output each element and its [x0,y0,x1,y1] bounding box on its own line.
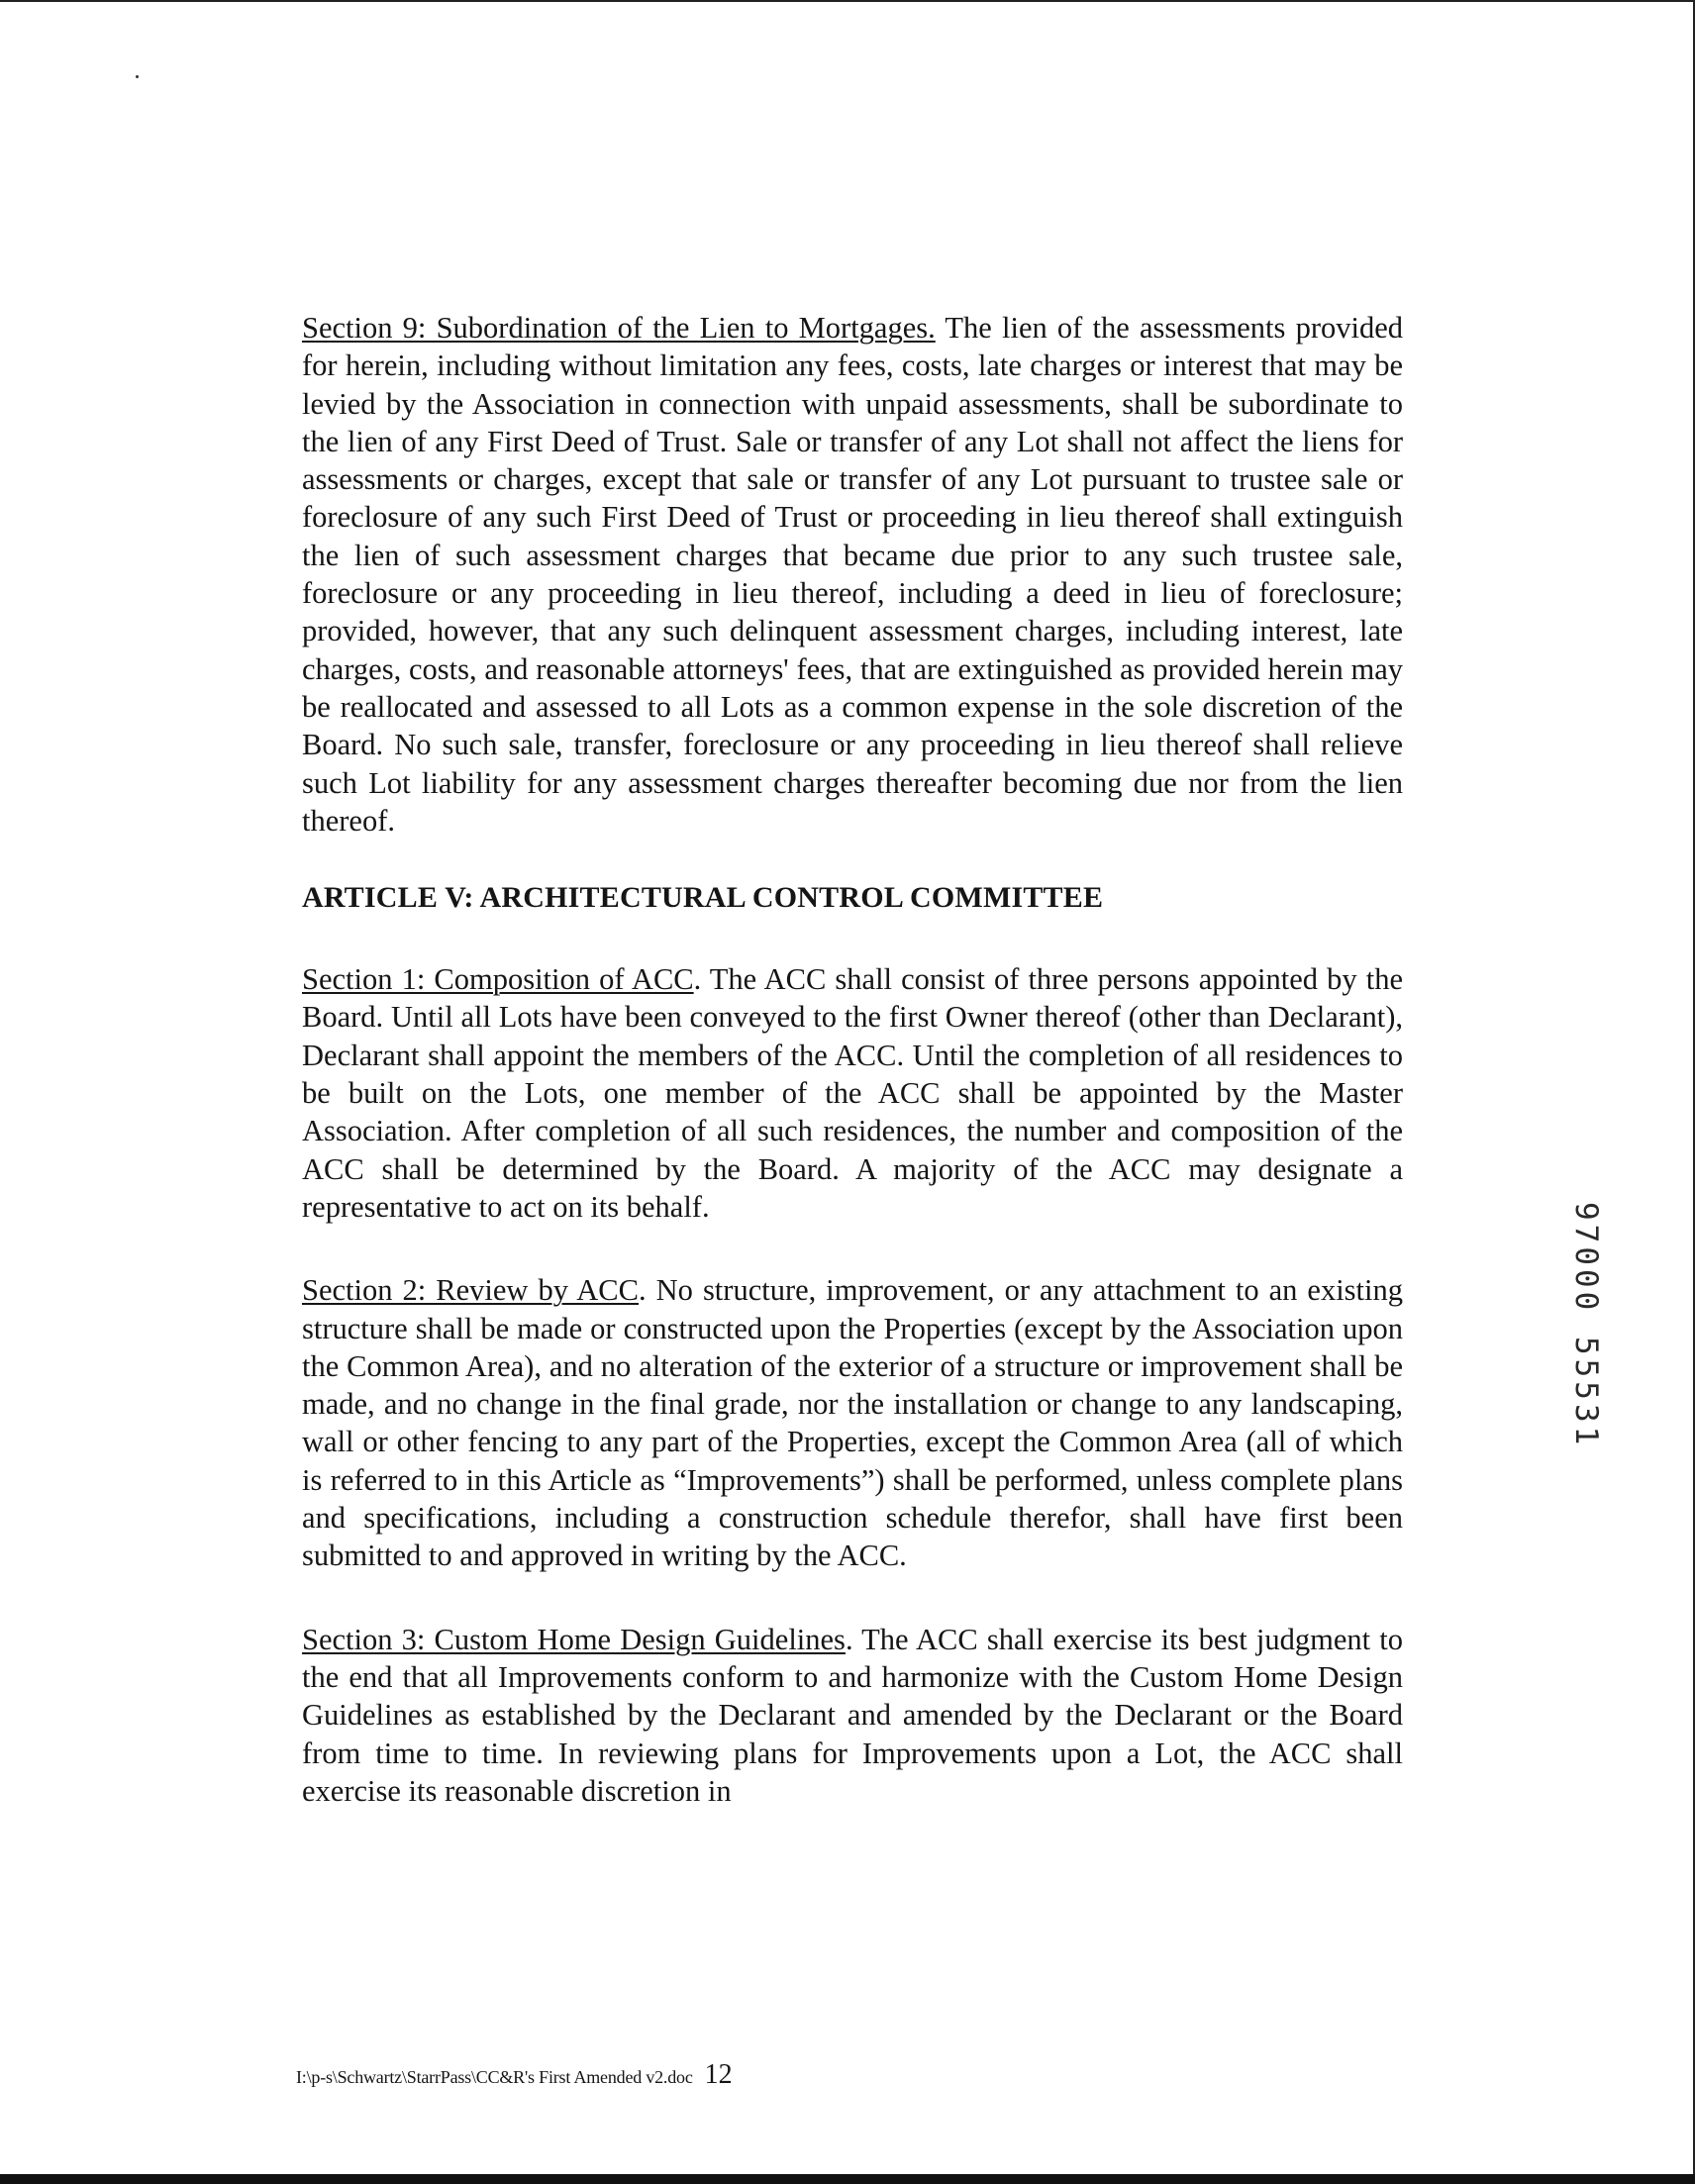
margin-document-number: 97000 55531 [1568,1202,1604,1449]
article-title: ARTICLE V: ARCHITECTURAL CONTROL COMMITTEE [302,881,1104,915]
document-body [302,309,1403,1810]
spacer [302,840,1403,879]
section-1-text: . The ACC shall consist of three persons appointed by the Board. Until all Lots have been conveyed to the first Owner thereof (other than Declarant), Declarant shall appoint the members of the ACC. Until the completion of all residences to be built on the Lots, one member of the ACC shall be appointed by the Master Association. After completion of all such residences, the number and composition of the ACC shall be determined by the Board. A majority of the ACC may designate a representative to act on its behalf. [302,962,1403,1224]
section-3-heading: Section 3: Custom Home Design Guidelines [302,1622,846,1656]
section-3-text: . The ACC shall exercise its best judgment to the end that all Improvements conform to and harmonize with the Custom Home Design Guidelines as established by the Declarant and amended by the Declarant or the Board from time to time. In reviewing plans for Improvements upon a Lot, the ACC shall exercise its reasonable discretion in [302,1622,1403,1808]
footer-file-path: I:\p-s\Schwartz\StarrPass\CC&R's First Amended v2.doc [296,2067,693,2087]
spacer [302,1575,1403,1621]
scan-speck [136,75,139,78]
section-1-paragraph [302,960,1403,1226]
page-border-top [0,0,1695,2]
page-border-bottom [0,2174,1695,2184]
section-9-paragraph [302,309,1403,840]
page-number: 12 [704,2059,733,2090]
spacer [302,1226,1403,1271]
section-1-heading: Section 1: Composition of ACC [302,962,694,997]
spacer [302,917,1403,960]
section-9-text: The lien of the assessments provided for herein, including without limitation any fees, costs, late charges or interest that may be levied by the Association in connection with unpaid assessments, shall be subordinate to the lien of any First Deed of Trust. Sale or transfer of any Lot shall not affect the liens for assessments or charges, except that sale or transfer of any Lot pursuant to trustee sale or foreclosure of any such First Deed of Trust or proceeding in lieu thereof shall extinguish the lien of such assessment charges that became due prior to any such trustee sale, foreclosure or any proceeding in lieu thereof, including a deed in lieu of foreclosure; provided, however, that any such delinquent assessment charges, including interest, late charges, costs, and reasonable attorneys' fees, that are extinguished as provided herein may be reallocated and assessed to all Lots as a common expense in the sole discretion of the Board. No such sale, transfer, foreclosure or any proceeding in lieu thereof shall relieve such Lot liability for any assessment charges thereafter becoming due nor from the lien thereof. [302,311,1403,838]
section-2-text: . No structure, improvement, or any attachment to an existing structure shall be made or constructed upon the Properties (except by the Association upon the Common Area), and no alteration of the exterior of a structure or improvement shall be made, and no change in the final grade, nor the installation or change to any landscaping, wall or other fencing to any part of the Properties, except the Common Area (all of which is referred to in this Article as “Improvements”) shall be performed, unless complete plans and specifications, including a construction schedule therefor, shall have first been submitted to and approved in writing by the ACC. [302,1273,1403,1573]
section-9-heading: Section 9: Subordination of the Lien to Mortgages. [302,311,936,345]
page-footer [296,2059,733,2091]
section-2-paragraph [302,1271,1403,1574]
section-3-paragraph [302,1621,1403,1810]
section-2-heading: Section 2: Review by ACC [302,1273,639,1308]
